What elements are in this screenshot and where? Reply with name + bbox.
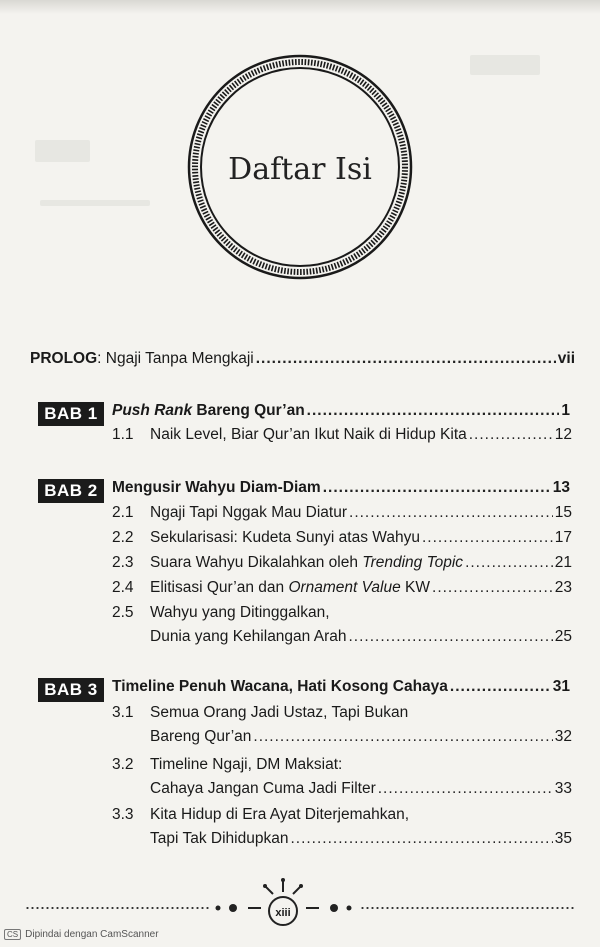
page-number: vii — [557, 350, 575, 367]
toc-entry-section-continued[interactable] — [150, 830, 572, 848]
section-title-line2: Cahaya Jangan Cuma Jadi Filter — [150, 780, 376, 797]
toc-entry-section-continued[interactable] — [150, 780, 572, 798]
section-number: 3.3 — [112, 806, 134, 823]
toc-entry-section[interactable] — [112, 529, 572, 547]
section-number: 2.3 — [112, 554, 134, 571]
section-title-italic: Trending Topic — [362, 554, 464, 571]
scanner-watermark — [4, 929, 159, 940]
page-number: 12 — [554, 426, 572, 443]
section-title-line2: Dunia yang Kehilangan Arah — [150, 628, 347, 645]
chapter-title: Timeline Penuh Wacana, Hati Kosong Cahaya — [112, 678, 448, 695]
dot-leader — [256, 350, 556, 368]
section-title: Timeline Ngaji, DM Maksiat: — [150, 756, 343, 773]
page-number: 35 — [554, 830, 572, 847]
toc-entry-section[interactable] — [112, 504, 572, 522]
page-number: 17 — [554, 529, 572, 546]
dot-leader — [323, 479, 551, 497]
prolog-label: PROLOG — [30, 350, 98, 367]
dot-leader — [378, 780, 553, 798]
footer-dotted-rule-left — [25, 907, 210, 909]
section-number: 3.1 — [112, 704, 134, 721]
section-title-line2: Tapi Tak Dihidupkan — [150, 830, 289, 847]
toc-entry-section[interactable] — [112, 704, 572, 722]
scanner-text: Dipindai dengan CamScanner — [25, 929, 159, 940]
dot-leader — [348, 628, 552, 646]
toc-entry-section-continued[interactable] — [150, 728, 572, 746]
bleed-through-mark — [40, 200, 150, 206]
camscanner-logo: CS — [4, 929, 21, 940]
prolog-colon: : — [97, 350, 106, 367]
toc-entry-chapter-3[interactable] — [112, 678, 570, 696]
chapter-title: Bareng Qur’an — [196, 402, 305, 419]
dot-leader — [450, 678, 551, 696]
toc-entry-section[interactable] — [112, 604, 572, 622]
page-title: Daftar Isi — [228, 152, 372, 187]
section-number: 2.5 — [112, 604, 134, 621]
dot-leader — [422, 529, 553, 547]
toc-entry-section[interactable] — [112, 756, 572, 774]
chapter-badge: BAB 2 — [38, 479, 104, 503]
prolog-title: Ngaji Tanpa Mengkaji — [105, 350, 254, 367]
footer-ornament-left — [213, 900, 268, 916]
toc-entry-chapter-2[interactable] — [112, 479, 570, 497]
section-title-italic: Ornament Value — [288, 579, 401, 596]
toc-entry-section[interactable] — [112, 426, 572, 444]
section-title: Elitisasi Qur’an dan — [150, 579, 285, 596]
page-number: 21 — [554, 554, 572, 571]
section-title: Semua Orang Jadi Ustaz, Tapi Bukan — [150, 704, 409, 721]
toc-entry-prolog[interactable] — [30, 350, 575, 368]
toc-entry-section-continued[interactable] — [150, 628, 572, 646]
dot-leader — [253, 728, 552, 746]
section-title: Sekularisasi: Kudeta Sunyi atas Wahyu — [150, 529, 420, 546]
bleed-through-mark — [470, 55, 540, 75]
toc-entry-section[interactable] — [112, 579, 572, 597]
section-number: 2.4 — [112, 579, 134, 596]
dot-leader — [349, 504, 553, 522]
section-number: 2.2 — [112, 529, 134, 546]
section-title: Suara Wahyu Dikalahkan oleh — [150, 554, 358, 571]
dot-leader — [307, 402, 560, 420]
toc-entry-section[interactable] — [112, 554, 572, 572]
page-number: 32 — [554, 728, 572, 745]
chapter-title-italic: Push Rank — [112, 402, 193, 419]
chapter-title: Mengusir Wahyu Diam-Diam — [112, 479, 321, 496]
page-top-shadow — [0, 0, 600, 14]
section-number: 3.2 — [112, 756, 134, 773]
section-title: Kita Hidup di Era Ayat Diterjemahkan, — [150, 806, 410, 823]
section-title: Naik Level, Biar Qur’an Ikut Naik di Hidup Kita — [150, 426, 467, 443]
section-title: Wahyu yang Ditinggalkan, — [150, 604, 330, 621]
dot-leader — [469, 426, 553, 444]
footer-ornament-right — [301, 900, 356, 916]
page-number-folio: xiii — [268, 896, 298, 926]
section-title-line2: Bareng Qur’an — [150, 728, 252, 745]
toc-entry-section[interactable] — [112, 806, 572, 824]
dot-leader — [290, 830, 552, 848]
page-number: 25 — [554, 628, 572, 645]
page-number: 23 — [554, 579, 572, 596]
page-number: 33 — [554, 780, 572, 797]
section-title-suffix: KW — [405, 579, 431, 596]
page-number: 31 — [552, 678, 570, 695]
chapter-badge: BAB 1 — [38, 402, 104, 426]
footer-dotted-rule-right — [360, 907, 575, 909]
page-footer — [25, 878, 580, 928]
toc-entry-chapter-1[interactable] — [112, 402, 570, 420]
dot-leader — [465, 554, 553, 572]
page-number: 1 — [561, 402, 570, 419]
section-title: Ngaji Tapi Nggak Mau Diatur — [150, 504, 348, 521]
section-number: 2.1 — [112, 504, 134, 521]
page-number: 15 — [554, 504, 572, 521]
section-number: 1.1 — [112, 426, 134, 443]
bleed-through-mark — [35, 140, 90, 162]
page-number: 13 — [552, 479, 570, 496]
chapter-badge: BAB 3 — [38, 678, 104, 702]
dot-leader — [432, 579, 553, 597]
